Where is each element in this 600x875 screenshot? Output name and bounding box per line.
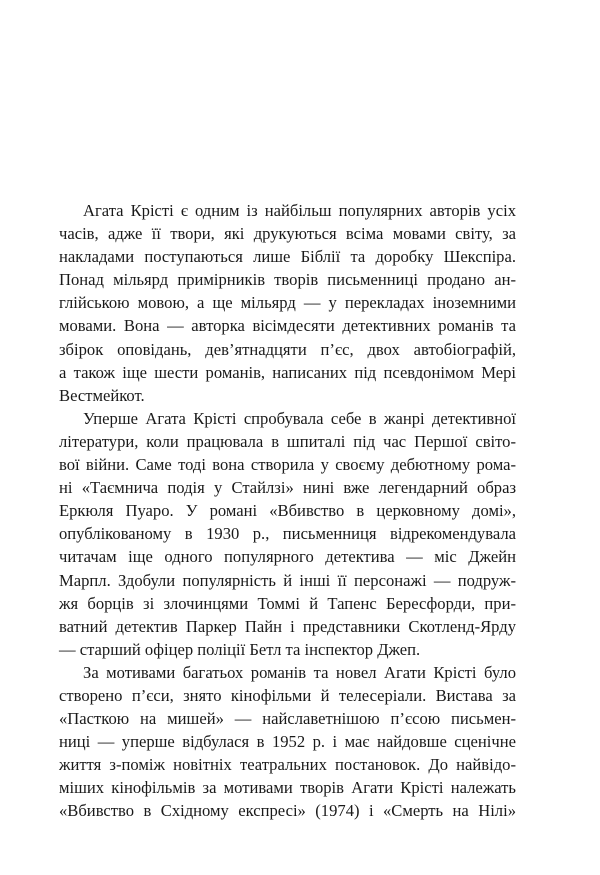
text-line: читачам іще одного популярного детектива — міс Джейн [59, 547, 516, 567]
text-line: глійською мовою, а ще мільярд — у перекладах іноземними [59, 293, 516, 313]
text-line: ні «Таємнича подія у Стайлзі» нині вже легендарний образ [59, 478, 516, 498]
text-line: Уперше Агата Крісті спробувала себе в жанрі детективної [83, 408, 516, 428]
text-line: — старший офіцер поліції Бетл та інспектор Джеп. [59, 639, 421, 659]
text-line: Агата Крісті є одним із найбільш популярних авторів усіх [83, 201, 516, 220]
text-line: жя борців зі злочинцями Томмі й Тапенс Бересфорди, при- [59, 593, 516, 613]
text-line: «Пасткою на мишей» — найславетнішою п’єсою письмен- [59, 709, 516, 729]
paragraph-2 [59, 407, 516, 661]
text-line: міших кінофільмів за мотивами творів Агати Крісті належать [59, 778, 516, 798]
text-line: «Вбивство в Східному експресі» (1974) і «Смерть на Нілі» [59, 801, 516, 821]
text-line: ниці — уперше відбулася в 1952 р. і має найдовше сценічне [59, 732, 516, 752]
text-line: збірок оповідань, дев’ятнадцяти п’єс, двох автобіографій, [59, 339, 516, 359]
text-line: За мотивами багатьох романів та новел Агати Крісті було [83, 662, 516, 682]
text-line: Еркюля Пуаро. У романі «Вбивство в церковному домі», [59, 501, 516, 521]
body-text [59, 199, 516, 823]
text-line: Понад мільярд примірників творів письменниці продано ан- [59, 270, 516, 290]
text-line: життя з-поміж новітніх театральних постановок. До найвідо- [59, 755, 516, 775]
text-line: а також іще шести романів, написаних під псевдонімом Мері [59, 362, 516, 382]
text-line: часів, адже її твори, які друкуються всіма мовами світу, за [59, 224, 516, 244]
paragraph-3 [59, 661, 516, 823]
paragraph-1 [59, 199, 516, 407]
text-line: вої війни. Саме тоді вона створила у своєму дебютному рома- [59, 455, 516, 475]
text-line: накладами поступаються лише Біблії та доробку Шекспіра. [59, 247, 516, 267]
text-line: ватний детектив Паркер Пайн і представники Скотленд-Ярду [59, 616, 516, 636]
text-line: Вестмейкот. [59, 385, 145, 405]
text-line: мовами. Вона — авторка вісімдесяти детективних романів та [59, 316, 516, 336]
text-line: створено п’єси, знято кінофільми й телесеріали. Вистава за [59, 685, 516, 705]
text-line: Марпл. Здобули популярність й інші її персонажі — подруж- [59, 570, 516, 590]
text-line: опублікованому в 1930 р., письменниця відрекомендувала [59, 524, 516, 544]
text-line: літератури, коли працювала в шпиталі під час Першої світо- [59, 431, 516, 451]
